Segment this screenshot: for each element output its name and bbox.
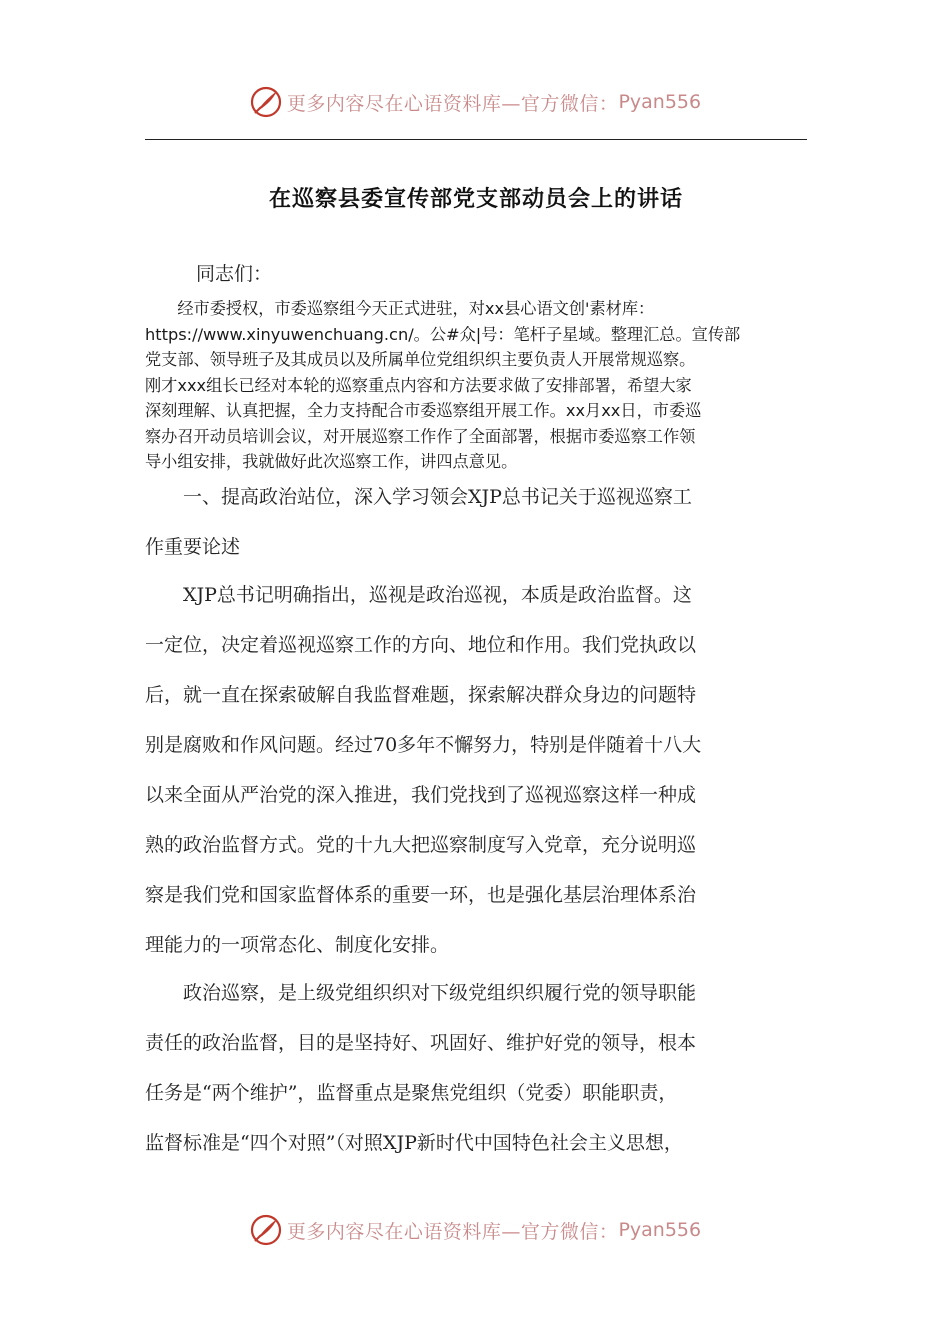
banner-text: 更多内容尽在心语资料库— (286, 1220, 521, 1243)
quill-pen-logo-icon (249, 85, 283, 119)
banner-text: 更多内容尽在心语资料库— (286, 92, 521, 115)
banner-wechat-id: Pyan556 (618, 91, 702, 113)
banner-text-official: 官方微信： (520, 1220, 619, 1243)
paragraph-line: 后，就一直在探索破解自我监督难题，探索解决群众身边的问题特 (145, 684, 697, 706)
paragraph-line: 以来全面从严治党的深入推进，我们党找到了巡视巡察这样一种成 (145, 784, 697, 806)
paragraph-line: 责任的政治监督，目的是坚持好、巩固好、维护好党的领导，根本 (145, 1032, 697, 1054)
paragraph-line: XJP总书记明确指出，巡视是政治巡视，本质是政治监督。这 (145, 584, 692, 606)
paragraph-line: 察是我们党和国家监督体系的重要一环，也是强化基层治理体系治 (145, 884, 697, 906)
body-paragraph-1 (145, 570, 810, 970)
heading-line: 一、提高政治站位，深入学习领会XJP总书记关于巡视巡察工 (145, 486, 692, 508)
greeting: 同志们： (196, 263, 273, 285)
header-banner (0, 82, 950, 122)
intro-line: 刚才xxx组长已经对本轮的巡察重点内容和方法要求做了安排部署，希望大家 (145, 375, 692, 395)
intro-line: https://www.xinyuwenchuang.cn/。公#众|号：笔杆子星域。整理汇总。宣传部 (145, 324, 741, 344)
intro-line: 党支部、领导班子及其成员以及所属单位党组织织主要负责人开展常规巡察。 (145, 350, 696, 369)
paragraph-line: 任务是“两个维护”，监督重点是聚焦党组织（党委）职能职责， (145, 1082, 678, 1104)
paragraph-line: 监督标准是“四个对照”（对照XJP新时代中国特色社会主义思想， (145, 1132, 683, 1154)
banner-wechat-id: Pyan556 (618, 1219, 702, 1241)
quill-pen-logo-icon (249, 1213, 283, 1247)
section-heading (145, 472, 810, 572)
paragraph-line: 政治巡察，是上级党组织织对下级党组织织履行党的领导职能 (145, 982, 697, 1004)
paragraph-line: 理能力的一项常态化、制度化安排。 (145, 934, 450, 956)
body-paragraph-2 (145, 968, 810, 1168)
heading-line: 作重要论述 (145, 536, 241, 558)
document-title: 在巡察县委宣传部党支部动员会上的讲话 (268, 187, 683, 212)
banner-text-official: 官方微信： (520, 92, 619, 115)
header-divider (145, 139, 807, 140)
intro-line: 察办召开动员培训会议，对开展巡察工作作了全面部署，根据市委巡察工作领 (145, 426, 696, 446)
paragraph-line: 别是腐败和作风问题。经过70多年不懈努力，特别是伴随着十八大 (145, 734, 702, 756)
intro-line: 经市委授权，市委巡察组今天正式进驻，对xx县心语文创'素材库： (145, 299, 655, 318)
intro-line: 导小组安排，我就做好此次巡察工作，讲四点意见。 (145, 452, 518, 471)
intro-line: 深刻理解、认真把握，全力支持配合市委巡察组开展工作。xx月xx日，市委巡 (145, 401, 702, 420)
paragraph-line: 熟的政治监督方式。党的十九大把巡察制度写入党章，充分说明巡 (145, 834, 697, 856)
paragraph-line: 一定位，决定着巡视巡察工作的方向、地位和作用。我们党执政以 (145, 634, 697, 656)
footer-banner (0, 1210, 950, 1250)
intro-paragraph (145, 296, 810, 475)
